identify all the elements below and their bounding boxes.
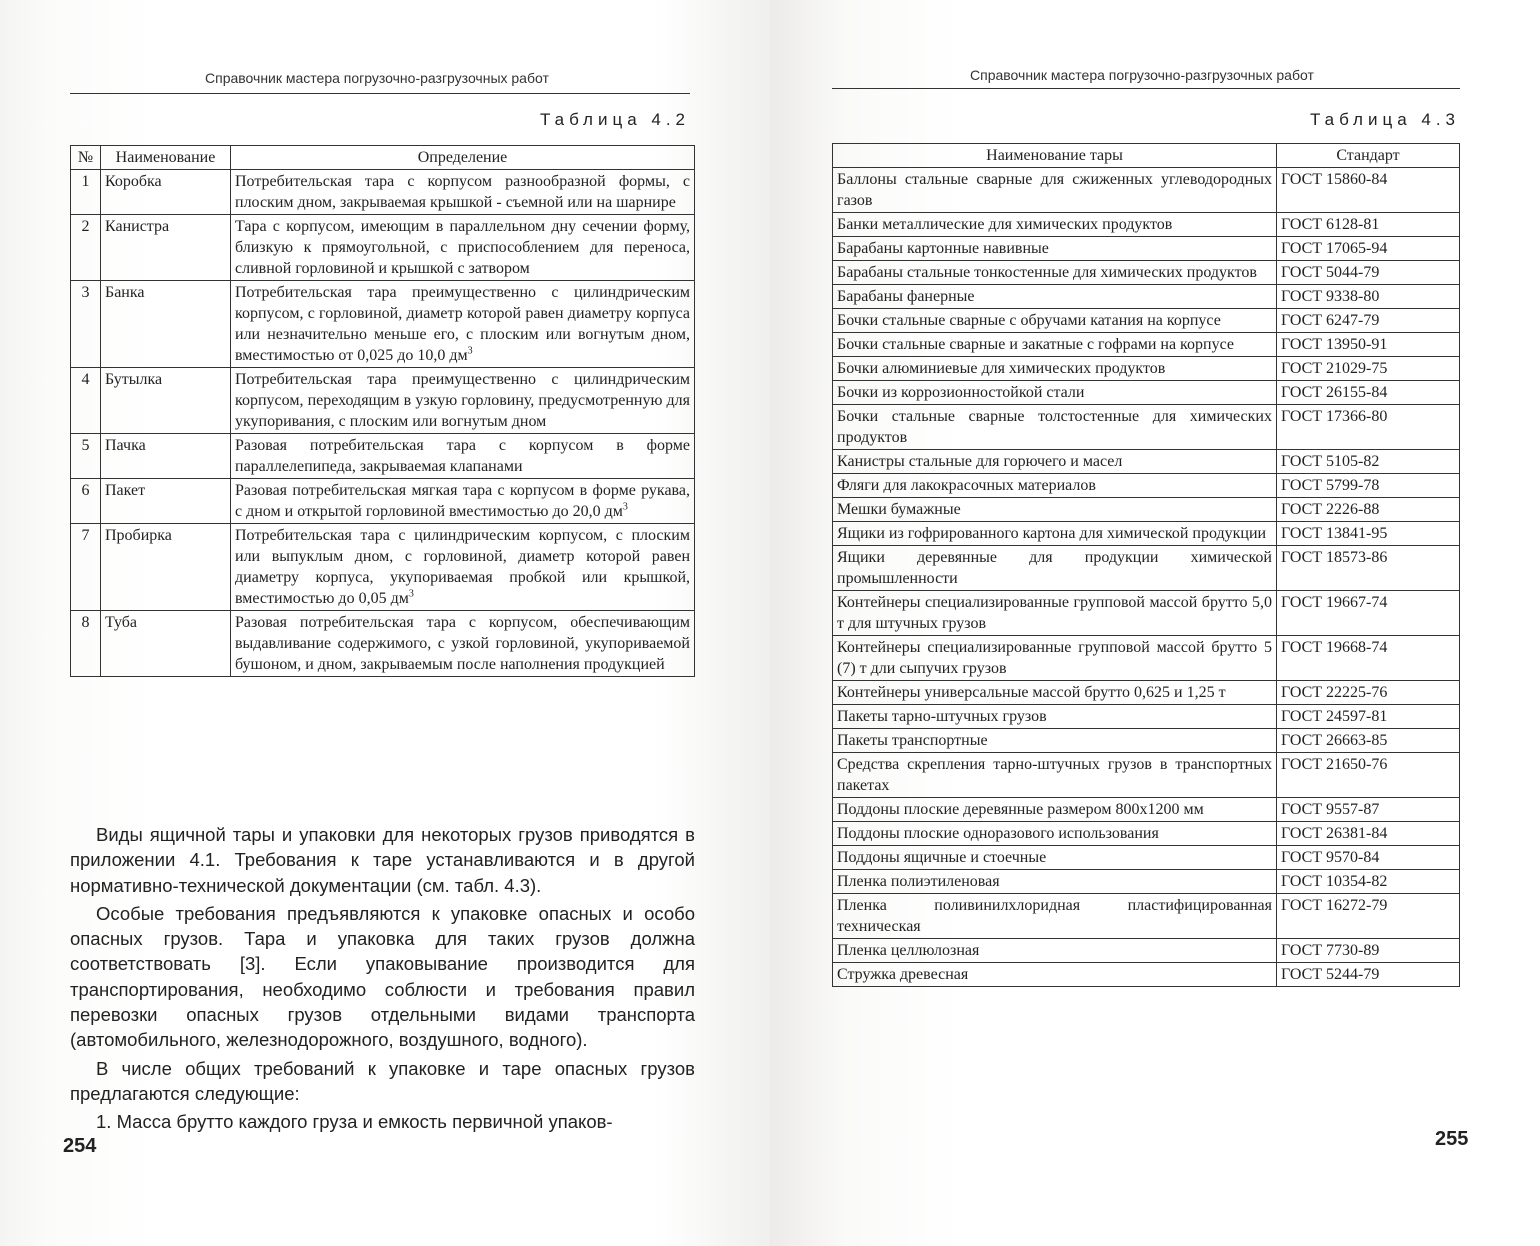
standard-code: ГОСТ 5244-79 — [1277, 963, 1460, 987]
container-name: Поддоны ящичные и стоечные — [833, 846, 1277, 870]
container-name: Средства скрепления тарно-штучных грузов в транспортных пакетах — [833, 753, 1277, 798]
container-name: Ящики из гофрированного картона для химической продукции — [833, 522, 1277, 546]
header-name: Наименование — [101, 146, 231, 170]
container-name: Поддоны плоские одноразового использования — [833, 822, 1277, 846]
table-row — [71, 611, 695, 677]
standard-code: ГОСТ 6128-81 — [1277, 213, 1460, 237]
container-name: Мешки бумажные — [833, 498, 1277, 522]
row-definition — [231, 368, 695, 434]
container-name: Контейнеры специализированные групповой массой брутто 5,0 т для штучных грузов — [833, 591, 1277, 636]
standard-code: ГОСТ 22225-76 — [1277, 681, 1460, 705]
paragraph: 1. Масса брутто каждого груза и емкость первичной упаков- — [96, 1111, 613, 1133]
table-header-row — [833, 144, 1460, 168]
definition-text: Потребительская тара с цилиндрическим корпусом, с плоским или выпуклым дном, с горловиной, диаметр которой равен диаметру корпуса, укупориваемая пробкой или крышкой, вместимостью до 0,05 дм — [235, 527, 690, 607]
header-standard: Стандарт — [1277, 144, 1460, 168]
table-row — [833, 681, 1460, 705]
definition-text: Тара с корпусом, имеющим в параллельном дну сечении форму, близкую к прямоугольной, с приспособлением для переноса, сливной горловиной и крышкой с затвором — [235, 218, 690, 277]
row-definition — [231, 611, 695, 677]
standard-code: ГОСТ 26381-84 — [1277, 822, 1460, 846]
table-4-2 — [70, 145, 695, 677]
row-name: Канистра — [101, 215, 231, 281]
container-name: Барабаны картонные навивные — [833, 237, 1277, 261]
standard-code: ГОСТ 5044-79 — [1277, 261, 1460, 285]
definition-text: Потребительская тара преимущественно с цилиндрическим корпусом, переходящим в узкую горловину, предусмотренную для укупоривания, с плоским или вогнутым дном — [235, 371, 690, 430]
table-row — [833, 474, 1460, 498]
table-row — [71, 479, 695, 524]
row-number: 5 — [71, 434, 101, 479]
table-row — [833, 405, 1460, 450]
table-row — [833, 522, 1460, 546]
running-head: Справочник мастера погрузочно-разгрузочных работ — [970, 67, 1314, 83]
table-row — [71, 170, 695, 215]
right-page — [770, 0, 1540, 1246]
container-name: Бочки из коррозионностойкой стали — [833, 381, 1277, 405]
container-name: Стружка древесная — [833, 963, 1277, 987]
container-name: Канистры стальные для горючего и масел — [833, 450, 1277, 474]
row-number: 3 — [71, 281, 101, 368]
table-row — [833, 381, 1460, 405]
row-name: Туба — [101, 611, 231, 677]
table-row — [833, 213, 1460, 237]
table-row — [833, 450, 1460, 474]
unit-superscript: 3 — [622, 501, 628, 513]
table-row — [71, 368, 695, 434]
table-row — [71, 434, 695, 479]
standard-code: ГОСТ 24597-81 — [1277, 705, 1460, 729]
row-name: Бутылка — [101, 368, 231, 434]
standard-code: ГОСТ 6247-79 — [1277, 309, 1460, 333]
table-row — [833, 705, 1460, 729]
unit-superscript: 3 — [408, 588, 414, 600]
table-row — [833, 846, 1460, 870]
paragraph: Виды ящичной тары и упаковки для некоторых грузов приводятся в приложении 4.1. Требования к таре устанавливаются и в другой нормативно-технической документации (см. табл. 4.3). — [70, 824, 695, 896]
container-name: Поддоны плоские деревянные размером 800x1200 мм — [833, 798, 1277, 822]
body-text — [70, 822, 695, 1138]
unit-superscript: 3 — [467, 345, 473, 357]
standard-code: ГОСТ 2226-88 — [1277, 498, 1460, 522]
standard-code: ГОСТ 5799-78 — [1277, 474, 1460, 498]
table-row — [833, 798, 1460, 822]
paragraph: В числе общих требований к упаковке и таре опасных грузов предлагаются следующие: — [70, 1057, 695, 1104]
standard-code: ГОСТ 17366-80 — [1277, 405, 1460, 450]
table-row — [833, 894, 1460, 939]
table-row — [71, 281, 695, 368]
definition-text: Разовая потребительская мягкая тара с корпусом в форме рукава, с дном и открытой горловиной вместимостью до 20,0 дм — [235, 482, 690, 520]
row-definition — [231, 479, 695, 524]
table-row — [71, 524, 695, 611]
paragraph: Особые требования предъявляются к упаковке опасных и особо опасных грузов. Тара и упаковка для таких грузов должна соответствовать [3]. Если упаковывание производится для транспортирования, необходимо соблюсти и требования правил перевозки опасных грузов отдельными видами транспорта (автомобильного, железнодорожного, воздушного, водного). — [70, 902, 695, 1051]
container-name: Барабаны стальные тонкостенные для химических продуктов — [833, 261, 1277, 285]
table-row — [833, 168, 1460, 213]
row-number: 6 — [71, 479, 101, 524]
row-number: 2 — [71, 215, 101, 281]
container-name: Барабаны фанерные — [833, 285, 1277, 309]
table-row — [833, 261, 1460, 285]
page-number: 255 — [1435, 1128, 1469, 1150]
header-definition: Определение — [231, 146, 695, 170]
running-head: Справочник мастера погрузочно-разгрузочных работ — [205, 70, 549, 86]
container-name: Контейнеры специализированные групповой массой брутто 5 (7) т дли сыпучих грузов — [833, 636, 1277, 681]
definition-text: Потребительская тара с корпусом разнообразной формы, с плоским дном, закрываемая крышкой - съемной или на шарнире — [235, 173, 690, 211]
header-rule — [70, 93, 690, 94]
row-name: Банка — [101, 281, 231, 368]
standard-code: ГОСТ 17065-94 — [1277, 237, 1460, 261]
standard-code: ГОСТ 9570-84 — [1277, 846, 1460, 870]
row-name: Коробка — [101, 170, 231, 215]
table-row — [833, 636, 1460, 681]
row-number: 7 — [71, 524, 101, 611]
container-name: Контейнеры универсальные массой брутто 0,625 и 1,25 т — [833, 681, 1277, 705]
standard-code: ГОСТ 19667-74 — [1277, 591, 1460, 636]
container-name: Бочки алюминиевые для химических продуктов — [833, 357, 1277, 381]
standard-code: ГОСТ 18573-86 — [1277, 546, 1460, 591]
container-name: Пленка полиэтиленовая — [833, 870, 1277, 894]
standard-code: ГОСТ 21650-76 — [1277, 753, 1460, 798]
header-container-name: Наименование тары — [833, 144, 1277, 168]
row-definition — [231, 170, 695, 215]
table-4-3 — [832, 143, 1460, 987]
definition-text: Разовая потребительская тара с корпусом, обеспечивающим выдавливание содержимого, с узкой горловиной, укупориваемой бушоном, и дном, закрываемым после наполнения продукцией — [235, 614, 690, 673]
page-number: 254 — [63, 1135, 97, 1157]
table-row — [833, 963, 1460, 987]
container-name: Ящики деревянные для продукции химической промышленности — [833, 546, 1277, 591]
container-name: Пакеты транспортные — [833, 729, 1277, 753]
row-name: Пакет — [101, 479, 231, 524]
container-name: Фляги для лакокрасочных материалов — [833, 474, 1277, 498]
container-name: Пленка целлюлозная — [833, 939, 1277, 963]
table-row — [833, 591, 1460, 636]
container-name: Бочки стальные сварные с обручами катания на корпусе — [833, 309, 1277, 333]
container-name: Бочки стальные сварные толстостенные для химических продуктов — [833, 405, 1277, 450]
row-definition — [231, 524, 695, 611]
table-row — [833, 729, 1460, 753]
standard-code: ГОСТ 5105-82 — [1277, 450, 1460, 474]
header-number: № — [71, 146, 101, 170]
row-number: 1 — [71, 170, 101, 215]
table-row — [833, 822, 1460, 846]
row-definition — [231, 434, 695, 479]
container-name: Бочки стальные сварные и закатные с гофрами на корпусе — [833, 333, 1277, 357]
container-name: Пакеты тарно-штучных грузов — [833, 705, 1277, 729]
definition-text: Разовая потребительская тара с корпусом в форме параллелепипеда, закрываемая клапанами — [235, 437, 690, 475]
container-name: Банки металлические для химических продуктов — [833, 213, 1277, 237]
row-definition — [231, 215, 695, 281]
standard-code: ГОСТ 15860-84 — [1277, 168, 1460, 213]
table-header-row — [71, 146, 695, 170]
row-name: Пачка — [101, 434, 231, 479]
row-number: 8 — [71, 611, 101, 677]
table-4-3-body — [833, 168, 1460, 987]
header-rule — [832, 88, 1460, 89]
table-4-2-body — [71, 170, 695, 677]
container-name: Баллоны стальные сварные для сжиженных углеводородных газов — [833, 168, 1277, 213]
row-definition — [231, 281, 695, 368]
standard-code: ГОСТ 13950-91 — [1277, 333, 1460, 357]
container-name: Пленка поливинилхлоридная пластифицированная техническая — [833, 894, 1277, 939]
definition-text: Потребительская тара преимущественно с цилиндрическим корпусом, с горловиной, диаметр которой равен диаметру корпуса или незначительно меньше его, с плоским или вогнутым дном, вместимостью от 0,025 до 10,0 дм — [235, 284, 690, 364]
table-row — [71, 215, 695, 281]
standard-code: ГОСТ 16272-79 — [1277, 894, 1460, 939]
standard-code: ГОСТ 21029-75 — [1277, 357, 1460, 381]
table-row — [833, 870, 1460, 894]
standard-code: ГОСТ 7730-89 — [1277, 939, 1460, 963]
standard-code: ГОСТ 9338-80 — [1277, 285, 1460, 309]
table-caption: Таблица 4.3 — [1310, 110, 1461, 129]
standard-code: ГОСТ 13841-95 — [1277, 522, 1460, 546]
row-number: 4 — [71, 368, 101, 434]
table-row — [833, 309, 1460, 333]
table-row — [833, 333, 1460, 357]
standard-code: ГОСТ 9557-87 — [1277, 798, 1460, 822]
table-row — [833, 546, 1460, 591]
table-row — [833, 237, 1460, 261]
row-name: Пробирка — [101, 524, 231, 611]
standard-code: ГОСТ 26155-84 — [1277, 381, 1460, 405]
table-row — [833, 285, 1460, 309]
standard-code: ГОСТ 26663-85 — [1277, 729, 1460, 753]
standard-code: ГОСТ 10354-82 — [1277, 870, 1460, 894]
table-caption: Таблица 4.2 — [540, 110, 691, 129]
table-row — [833, 939, 1460, 963]
table-row — [833, 753, 1460, 798]
standard-code: ГОСТ 19668-74 — [1277, 636, 1460, 681]
table-row — [833, 498, 1460, 522]
table-row — [833, 357, 1460, 381]
